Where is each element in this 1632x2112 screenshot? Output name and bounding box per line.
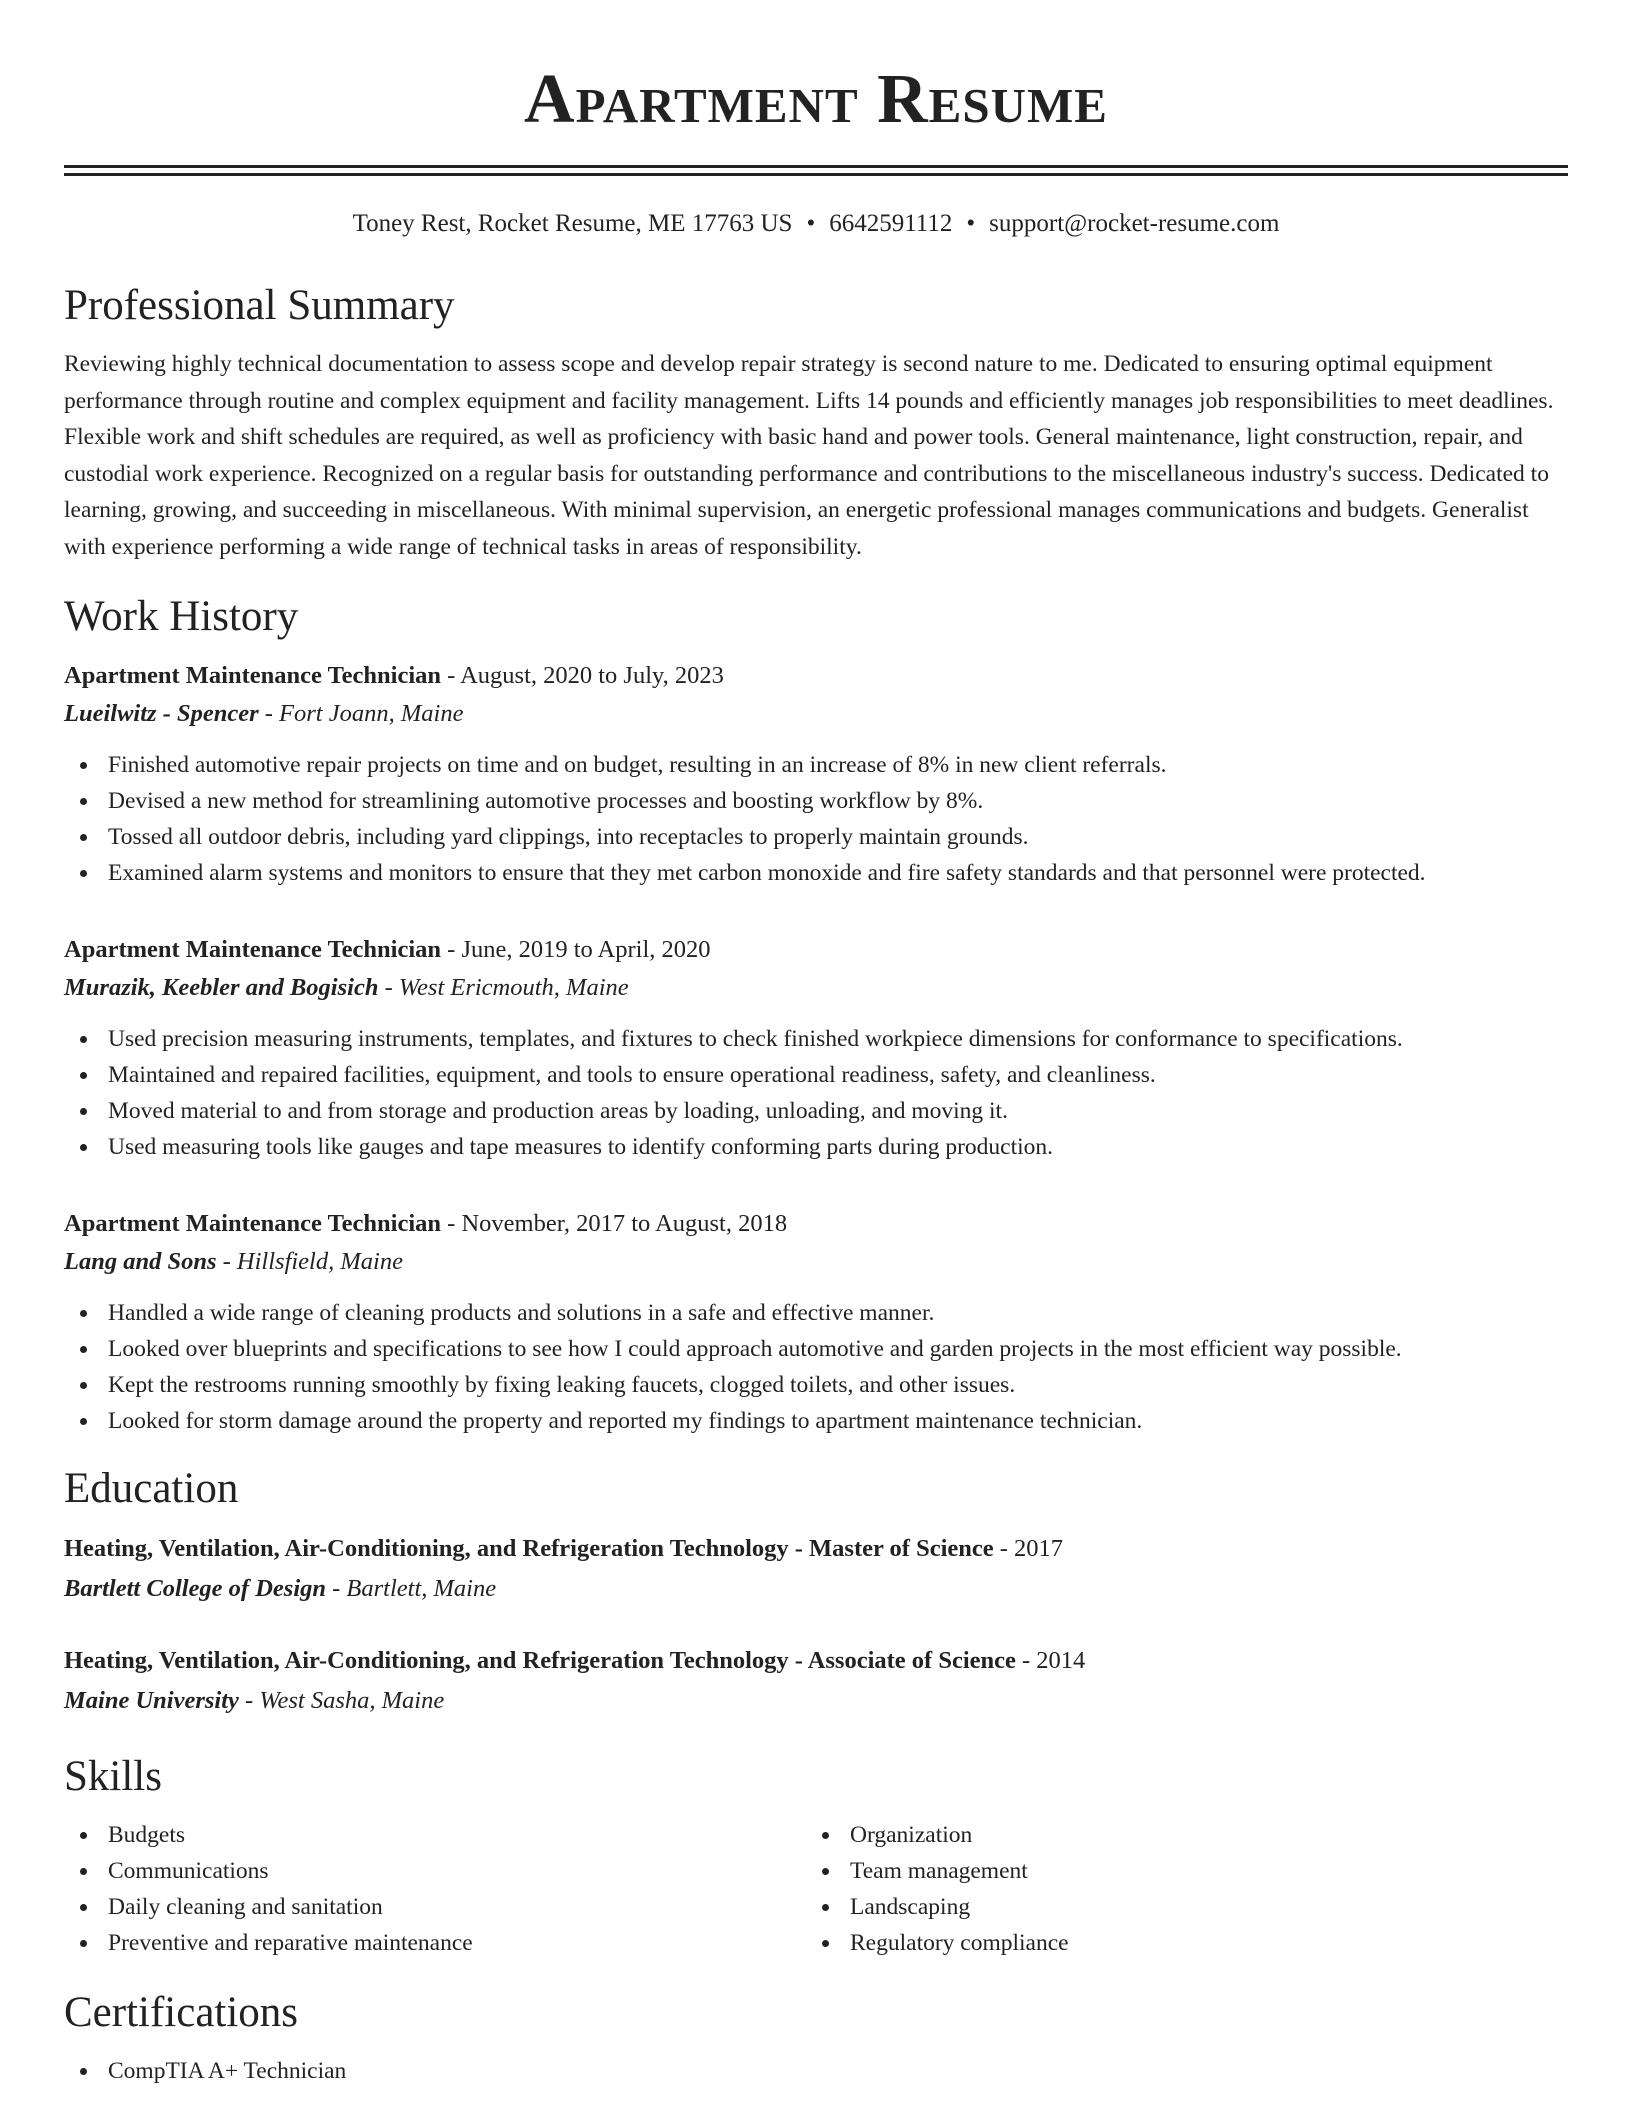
list-item: Tossed all outdoor debris, including yard clippings, into receptacles to properly maintain grounds.: [64, 819, 1568, 855]
school-location: - West Sasha, Maine: [238, 1687, 445, 1714]
resume-title: Apartment Resume: [524, 61, 1108, 138]
job-dates: - June, 2019 to April, 2020: [441, 936, 711, 963]
company-location: - Fort Joann, Maine: [258, 700, 464, 727]
company-line: [64, 1243, 1568, 1281]
list-item: Maintained and repaired facilities, equipment, and tools to ensure operational readiness, safety, and cleanliness.: [64, 1057, 1568, 1093]
title-divider: [64, 165, 1568, 176]
list-item: Used measuring tools like gauges and tape measures to identify conforming parts during production.: [64, 1129, 1568, 1165]
job-entry: [64, 931, 1568, 1165]
contact-separator: •: [966, 210, 976, 237]
certification-item: CompTIA A+ Technician: [64, 2053, 1568, 2089]
skill-item: Communications: [64, 1853, 806, 1889]
job-title: Apartment Maintenance Technician: [64, 936, 442, 963]
list-item: Kept the restrooms running smoothly by fixing leaking faucets, clogged toilets, and other issues.: [64, 1367, 1568, 1403]
degree-line: [64, 1641, 1568, 1681]
education-heading: Education: [64, 1465, 239, 1512]
company-name: Lang and Sons: [64, 1248, 217, 1275]
job-title: Apartment Maintenance Technician: [64, 662, 442, 689]
contact-line: [64, 208, 1568, 240]
list-item: Finished automotive repair projects on time and on budget, resulting in an increase of 8% in new client referrals.: [64, 747, 1568, 783]
skill-item: Organization: [806, 1817, 1548, 1853]
skills-heading: Skills: [64, 1753, 162, 1800]
contact-email: support@rocket-resume.com: [989, 210, 1280, 237]
skill-item: Preventive and reparative maintenance: [64, 1925, 806, 1961]
skills-column-right: [806, 1817, 1548, 1961]
job-bullets: [64, 1021, 1568, 1165]
education-entry: [64, 1529, 1568, 1609]
degree-year: - 2017: [993, 1535, 1064, 1562]
job-title: Apartment Maintenance Technician: [64, 1210, 442, 1237]
degree-line: [64, 1529, 1568, 1569]
skill-item: Landscaping: [806, 1889, 1548, 1925]
skills-column-left: [64, 1817, 806, 1961]
company-line: [64, 969, 1568, 1007]
company-location: - Hillsfield, Maine: [216, 1248, 403, 1275]
job-bullets: [64, 747, 1568, 891]
job-entry: [64, 657, 1568, 891]
work-history-heading: Work History: [64, 593, 299, 640]
skills-grid: [64, 1817, 1568, 1961]
contact-separator: •: [806, 210, 816, 237]
skill-item: Team management: [806, 1853, 1548, 1889]
degree-name: Heating, Ventilation, Air-Conditioning, and Refrigeration Technology - Master of Science: [64, 1535, 994, 1562]
list-item: Moved material to and from storage and production areas by loading, unloading, and moving it.: [64, 1093, 1568, 1129]
degree-year: - 2014: [1015, 1647, 1086, 1674]
skill-item: Budgets: [64, 1817, 806, 1853]
school-name: Maine University: [64, 1687, 239, 1714]
summary-heading: Professional Summary: [64, 282, 455, 329]
list-item: Devised a new method for streamlining automotive processes and boosting workflow by 8%.: [64, 783, 1568, 819]
degree-name: Heating, Ventilation, Air-Conditioning, and Refrigeration Technology - Associate of Science: [64, 1647, 1016, 1674]
company-name: Murazik, Keebler and Bogisich: [64, 974, 379, 1001]
skill-item: Daily cleaning and sanitation: [64, 1889, 806, 1925]
skill-item: Regulatory compliance: [806, 1925, 1548, 1961]
company-name: Lueilwitz - Spencer: [64, 700, 259, 727]
school-line: [64, 1681, 1568, 1721]
job-entry: [64, 1205, 1568, 1439]
job-title-line: [64, 931, 1568, 969]
certifications-heading: Certifications: [64, 1989, 299, 2036]
school-line: [64, 1569, 1568, 1609]
list-item: Handled a wide range of cleaning products and solutions in a safe and effective manner.: [64, 1295, 1568, 1331]
company-location: - West Ericmouth, Maine: [378, 974, 629, 1001]
list-item: Looked for storm damage around the property and reported my findings to apartment maintenance technician.: [64, 1403, 1568, 1439]
summary-text: Reviewing highly technical documentation to assess scope and develop repair strategy is second nature to me. Dedicated to ensuring optimal equipment performance through routine and complex equipment and facility management. Lifts 14 pounds and efficiently manages job responsibilities to meet deadlines. Flexible work and shift schedules are required, as well as proficiency with basic hand and power tools. General maintenance, light construction, repair, and custodial work experience. Recognized on a regular basis for outstanding performance and contributions to the miscellaneous industry's success. Dedicated to learning, growing, and succeeding in miscellaneous. With minimal supervision, an energetic professional manages communications and budgets. Generalist with experience performing a wide range of technical tasks in areas of responsibility.: [64, 351, 1554, 560]
school-location: - Bartlett, Maine: [326, 1575, 497, 1602]
list-item: Looked over blueprints and specifications to see how I could approach automotive and garden projects in the most efficient way possible.: [64, 1331, 1568, 1367]
certifications-list: [64, 2053, 1568, 2089]
job-bullets: [64, 1295, 1568, 1439]
job-title-line: [64, 1205, 1568, 1243]
job-dates: - August, 2020 to July, 2023: [441, 662, 724, 689]
contact-phone: 6642591112: [829, 210, 953, 237]
company-line: [64, 695, 1568, 733]
list-item: Examined alarm systems and monitors to ensure that they met carbon monoxide and fire safety standards and that personnel were protected.: [64, 855, 1568, 891]
school-name: Bartlett College of Design: [64, 1575, 326, 1602]
education-entry: [64, 1641, 1568, 1721]
contact-address: Toney Rest, Rocket Resume, ME 17763 US: [352, 210, 793, 237]
job-dates: - November, 2017 to August, 2018: [441, 1210, 788, 1237]
job-title-line: [64, 657, 1568, 695]
list-item: Used precision measuring instruments, templates, and fixtures to check finished workpiece dimensions for conformance to specifications.: [64, 1021, 1568, 1057]
